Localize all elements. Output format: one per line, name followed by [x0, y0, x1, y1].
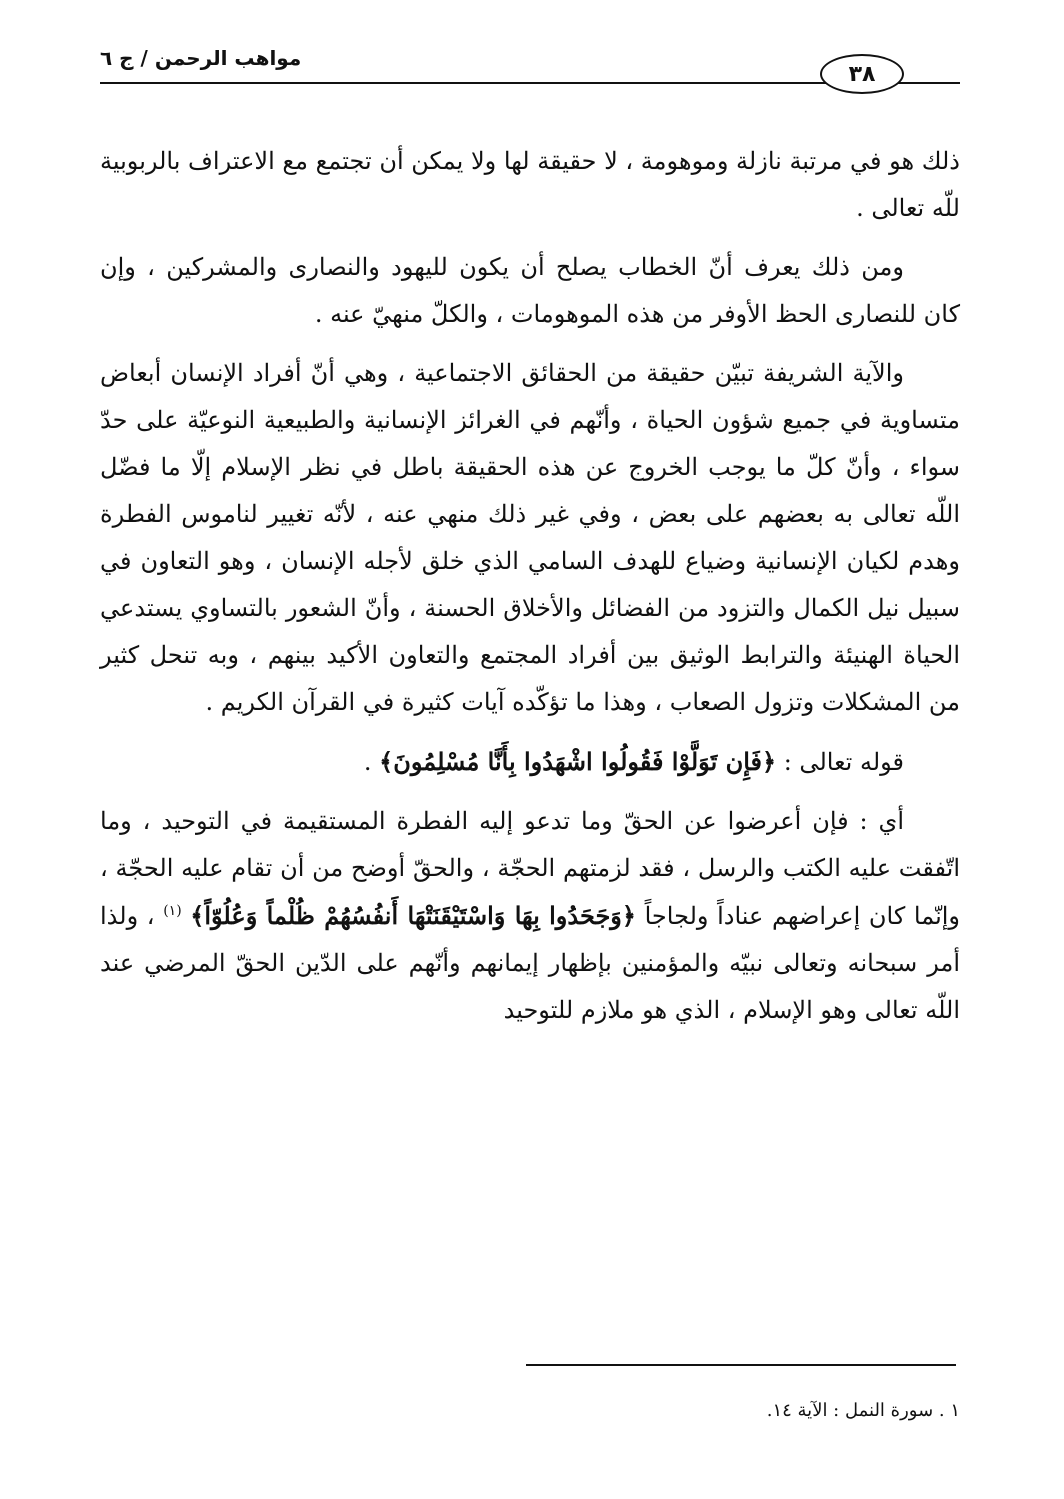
main-text [100, 138, 960, 1046]
page-number: ٣٨ [820, 54, 904, 94]
paragraph-5 [100, 798, 960, 1034]
paragraph-2: ومن ذلك يعرف أنّ الخطاب يصلح أن يكون لليهود والنصارى والمشركين ، وإن كان للنصارى الحظ الأوفر من هذه الموهومات ، والكلّ منهيّ عنه . [100, 253, 960, 328]
verse-intro: قوله تعالى : [783, 748, 904, 776]
paragraph-1: ذلك هو في مرتبة نازلة وموهومة ، لا حقيقة لها ولا يمكن أن تجتمع مع الاعتراف بالربوبية للّه تعالى . [100, 147, 960, 222]
paragraph-5-part-a: أي : فإن أعرضوا عن الحقّ وما تدعو إليه الفطرة المستقيمة في التوحيد ، وما اتّفقت عليه الكتب والرسل ، فقد لزمتهم الحجّة ، والحقّ أوضح من أن تقام عليه الحجّة ، وإنّما كان إعراضهم عناداً ولجاجاً [100, 807, 961, 930]
paragraph-4 [100, 738, 960, 786]
paragraph-5-part-b: ، ولذا أمر سبحانه وتعالى نبيّه والمؤمنين بإظهار إيمانهم وأنّهم على الدّين الحقّ المرضي عند اللّه تعالى وهو الإسلام ، الذي هو ملازم للتوحيد [100, 902, 960, 1024]
footnote: ١ . سورة النمل : الآية ١٤. [766, 1400, 960, 1421]
quran-verse-2: ﴿وَجَحَدُوا بِهَا وَاسْتَيْقَنَتْهَا أَنفُسُهُمْ ظُلْماً وَعُلُوّاً﴾ [190, 901, 636, 930]
footnote-rule [526, 1364, 956, 1366]
verse-end: . [363, 748, 372, 776]
paragraph-3: والآية الشريفة تبيّن حقيقة من الحقائق الاجتماعية ، وهي أنّ أفراد الإنسان أبعاض متساوية في جميع شؤون الحياة ، وأنّهم في الغرائز الإنسانية والطبيعية النوعيّة على حدّ سواء ، وأنّ كلّ ما يوجب الخروج عن هذه الحقيقة باطل في نظر الإسلام إلّا ما فضّل اللّه تعالى به بعضهم على بعض ، وفي غير ذلك منهي عنه ، لأنّه تغيير لناموس الفطرة وهدم لكيان الإنسانية وضياع للهدف السامي الذي خلق لأجله الإنسان ، وهو التعاون في سبيل نيل الكمال والتزود من الفضائل والأخلاق الحسنة ، وأنّ الشعور بالتساوي يستدعي الحياة الهنيئة والترابط الوثيق بين أفراد المجتمع والتعاون الأكيد بينهم ، وبه تنحل كثير من المشكلات وتزول الصعاب ، وهذا ما تؤكّده آيات كثيرة في القرآن الكريم . [100, 359, 960, 716]
page-header [100, 40, 960, 96]
running-title: مواهب الرحمن / ج ٦ [100, 46, 302, 70]
quran-verse: ﴿فَإِن تَوَلَّوْا فَقُولُوا اشْهَدُوا بِأَنَّا مُسْلِمُونَ﴾ [379, 747, 777, 776]
footnote-reference: (١) [163, 903, 182, 919]
